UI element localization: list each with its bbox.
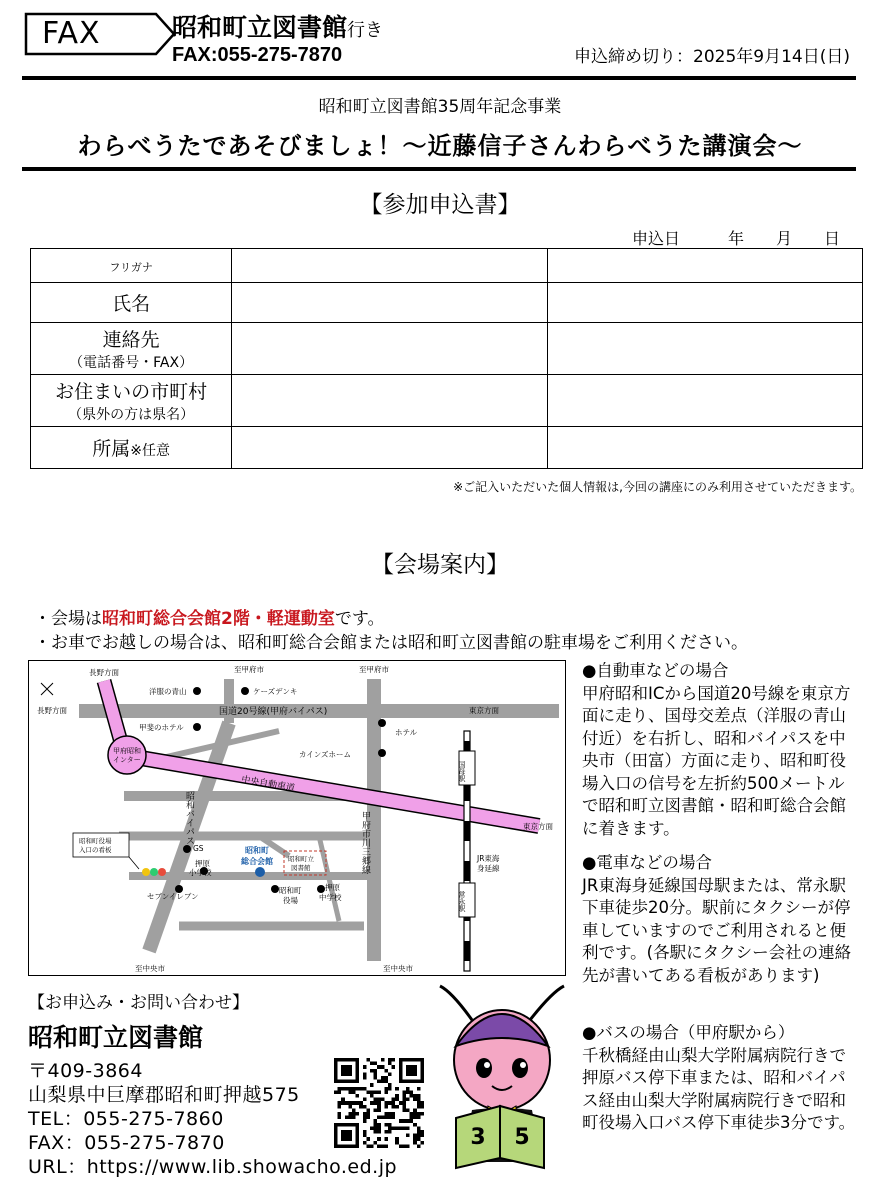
- map-label-seven: セブンイレブン: [147, 892, 199, 901]
- map-label-sign-2: 入口の看板: [79, 846, 112, 854]
- fax-number: FAX:055-275-7870: [172, 44, 343, 66]
- contact-library-name: 昭和町立図書館: [28, 1023, 204, 1052]
- map-label-jr-2: 身延線: [477, 864, 500, 873]
- map-label-shifu-1: 至甲府市: [234, 665, 264, 674]
- map-label-yakuba-2: 役場: [283, 896, 298, 905]
- fax-tag-label: FAX: [42, 16, 101, 51]
- furigana-label: フリガナ: [31, 249, 232, 283]
- recipient-title: [172, 8, 383, 44]
- name-field-1[interactable]: [232, 283, 547, 323]
- affiliation-label: 所属※任意: [31, 427, 232, 469]
- qr-code[interactable]: [334, 1058, 424, 1148]
- form-section-title: 【参加申込書】: [359, 192, 521, 218]
- contact-fax: FAX：055-275-7870: [28, 1132, 225, 1154]
- map-label-jhs-1: 押原: [325, 883, 340, 892]
- access-car-title: ●自動車などの場合: [582, 661, 729, 680]
- map-label-gs: GS: [193, 844, 204, 853]
- divider-title: [22, 167, 856, 171]
- map-label-toshokan-1: 昭和町立: [288, 855, 314, 863]
- form-row-name: [31, 283, 863, 323]
- mascot-book-digit-right: 5: [514, 1125, 530, 1150]
- affiliation-field-2[interactable]: [547, 427, 862, 469]
- map-label-kainz: カインズホーム: [299, 750, 352, 759]
- access-bus-title: ●バスの場合（甲府駅から）: [582, 1023, 795, 1042]
- map-label-hotel-kai: 甲斐のホテル: [139, 723, 184, 732]
- contact-field-2[interactable]: [547, 323, 862, 375]
- recipient-suffix: 行き: [347, 20, 384, 41]
- event-subtitle: 昭和町立図書館35周年記念事業: [318, 97, 562, 117]
- privacy-note: ※ご記入いただいた個人情報は,今回の講座にのみ利用させていただきます。: [453, 480, 862, 494]
- venue-highlight: 昭和町総合会館2階・軽運動室: [102, 609, 335, 629]
- map-label-aoyama: 洋服の青山: [149, 687, 187, 696]
- map-label-kaikan-2: 総合会館: [241, 857, 273, 866]
- map-label-keiz: ケーズデンキ: [253, 687, 298, 696]
- map-label-route20: 国道20号線(甲府バイパス): [219, 707, 328, 717]
- apply-date: 申込日 年 月 日: [631, 229, 840, 248]
- mascot-book-digit-left: 3: [470, 1125, 486, 1150]
- map-label-tokiwa: 常永駅: [458, 891, 466, 912]
- map-label-toshokan-2: 図書館: [291, 864, 311, 872]
- affiliation-field-1[interactable]: [232, 427, 547, 469]
- contact-field-1[interactable]: [232, 323, 547, 375]
- map-label-ic-1: 甲府昭和: [113, 747, 141, 755]
- access-train-text: JR東海身延線国母駅または、常永駅下車徒歩20分。駅前にタクシーが停車していますのでご利用されると便利です。(各駅にタクシー会社の連絡先が書いてある看板があります): [582, 875, 852, 985]
- map-label-es-1: 押原: [195, 859, 210, 868]
- city-label: お住まいの市町村 （県外の方は県名）: [31, 375, 232, 427]
- map-label-hotel: ホテル: [395, 728, 418, 737]
- access-bus-text: 千秋橋経由山梨大学附属病院行きで押原バス停下車または、昭和バイパス経由山梨大学附属病院行きで昭和町役場入口バス停下車徒歩3分です。: [582, 1045, 856, 1132]
- contact-label: 連絡先 （電話番号・FAX）: [31, 323, 232, 375]
- city-field-1[interactable]: [232, 375, 547, 427]
- map-label-yakuba-1: 昭和町: [279, 886, 302, 895]
- contact-heading: 【お申込み・お問い合わせ】: [28, 993, 249, 1013]
- form-row-city: [31, 375, 863, 427]
- name-field-2[interactable]: [547, 283, 862, 323]
- contact-tel: TEL：055-275-7860: [28, 1108, 224, 1130]
- access-bus: [582, 1022, 857, 1135]
- form-row-contact: [31, 323, 863, 375]
- contact-address: 山梨県中巨摩郡昭和町押越575: [28, 1084, 300, 1106]
- form-row-affiliation: [31, 427, 863, 469]
- map-label-nagano-1: 長野方面: [89, 668, 119, 677]
- access-car-text: 甲府昭和ICから国道20号線を東京方面に走り、国母交差点（洋服の青山付近）を右折し、昭和バイパスを中央市（田富）方面に走り、昭和町役場入口の信号を左折約500メートルで昭和町立図書館・昭和町総合会館に着きます。: [582, 683, 851, 838]
- form-row-furigana: [31, 249, 863, 283]
- contact-url[interactable]: URL：https://www.lib.showacho.ed.jp: [28, 1156, 398, 1178]
- deadline: 申込締め切り：2025年9月14日(日): [574, 47, 850, 67]
- map-label-showa-bypass: 昭和バイパス: [184, 791, 194, 845]
- map-label-kofu-misato: 甲府市川三郷線: [360, 811, 370, 874]
- venue-bullet-parking: ・お車でお越しの場合は、昭和町総合会館または昭和町立図書館の駐車場をご利用ください。: [34, 633, 748, 653]
- application-form: [30, 248, 863, 469]
- furigana-field-1[interactable]: [232, 249, 547, 283]
- access-map: [28, 660, 566, 976]
- furigana-field-2[interactable]: [547, 249, 862, 283]
- map-label-chuo-2: 至中央市: [383, 964, 413, 973]
- map-label-nagano-2: 長野方面: [37, 706, 67, 715]
- map-label-jhs-2: 中学校: [319, 893, 342, 902]
- map-label-kokubo: 国母駅: [458, 761, 466, 782]
- map-label-chuo-1: 至中央市: [135, 964, 165, 973]
- city-field-2[interactable]: [547, 375, 862, 427]
- venue-section-title: 【会場案内】: [371, 552, 509, 578]
- map-label-es-2: 小学校: [189, 868, 212, 877]
- map-label-jr-1: JR東海: [477, 854, 500, 863]
- map-label-tokyo-1: 東京方面: [469, 706, 499, 715]
- recipient-library: 昭和町立図書館: [172, 13, 348, 42]
- map-label-sign-1: 昭和町役場: [79, 837, 112, 845]
- map-label-tokyo-2: 東京方面: [523, 822, 553, 831]
- access-car: [582, 660, 857, 840]
- contact-zip: 〒409-3864: [28, 1060, 143, 1082]
- map-label-ic-2: インター: [113, 756, 141, 764]
- map-label-expressway: 中央自動車道: [240, 775, 296, 794]
- divider-top: [22, 76, 856, 80]
- map-label-shifu-2: 至甲府市: [359, 665, 389, 674]
- mascot-illustration: [432, 982, 570, 1172]
- access-train-title: ●電車などの場合: [582, 853, 712, 872]
- event-title: わらべうたであそびましょ！～近藤信子さんわらべうた講演会～: [77, 132, 803, 160]
- name-label: 氏名: [31, 283, 232, 323]
- map-label-kaikan-1: 昭和町: [245, 846, 269, 855]
- venue-bullet-location: ・会場は昭和町総合会館2階・軽運動室です。: [34, 609, 385, 629]
- access-train: [582, 852, 857, 987]
